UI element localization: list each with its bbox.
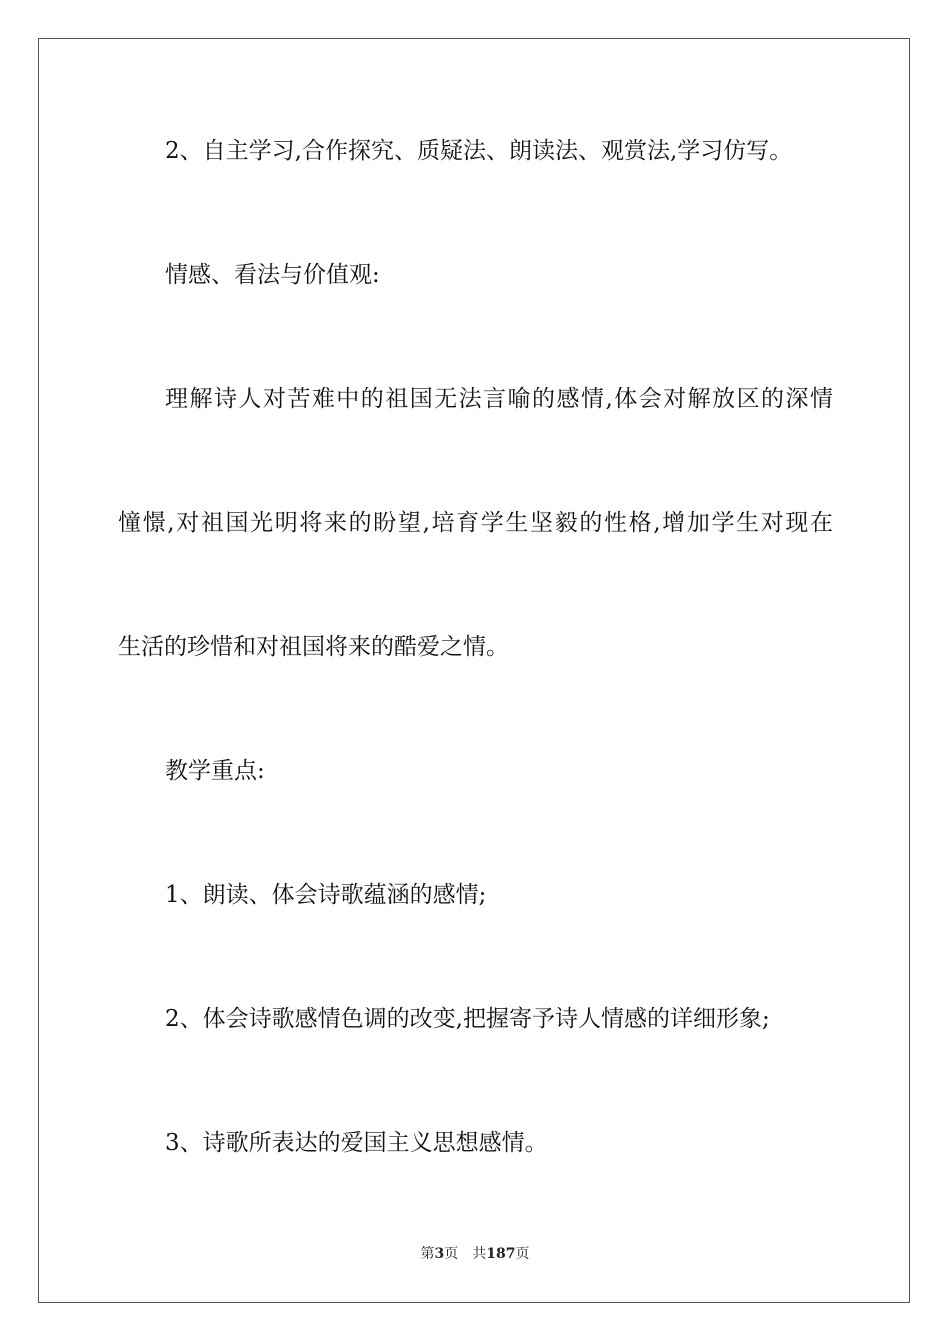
heading-emotion-values: 情感、看法与价值观: [165, 262, 380, 288]
paragraph-emotion-line-2: 憧憬,对祖国光明将来的盼望,培育学生坚毅的性格,增加学生对现在 [118, 510, 833, 536]
page-total-suffix: 页 [515, 1246, 530, 1262]
focus-item-1: 1、朗读、体会诗歌蕴涵的感情; [165, 882, 487, 908]
focus-item-3: 3、诗歌所表达的爱国主义思想感情。 [165, 1130, 548, 1156]
paragraph-emotion-line-1: 理解诗人对苦难中的祖国无法言喻的感情,体会对解放区的深情 [165, 386, 833, 412]
page-number-prefix: 第 [420, 1246, 435, 1262]
page-border [38, 38, 910, 1303]
focus-item-2: 2、体会诗歌感情色调的改变,把握寄予诗人情感的详细形象; [165, 1006, 770, 1032]
heading-teaching-focus: 教学重点: [165, 758, 265, 784]
paragraph-emotion-line-3: 生活的珍惜和对祖国将来的酷爱之情。 [118, 634, 509, 660]
page-total-count: 187 [486, 1246, 516, 1262]
paragraph-method: 2、自主学习,合作探究、质疑法、朗读法、观赏法,学习仿写。 [165, 138, 793, 164]
page-number-suffix: 页 [444, 1246, 459, 1262]
page-number-current: 3 [434, 1246, 445, 1262]
page-footer [0, 1244, 950, 1264]
page-total-prefix: 共 [472, 1246, 487, 1262]
